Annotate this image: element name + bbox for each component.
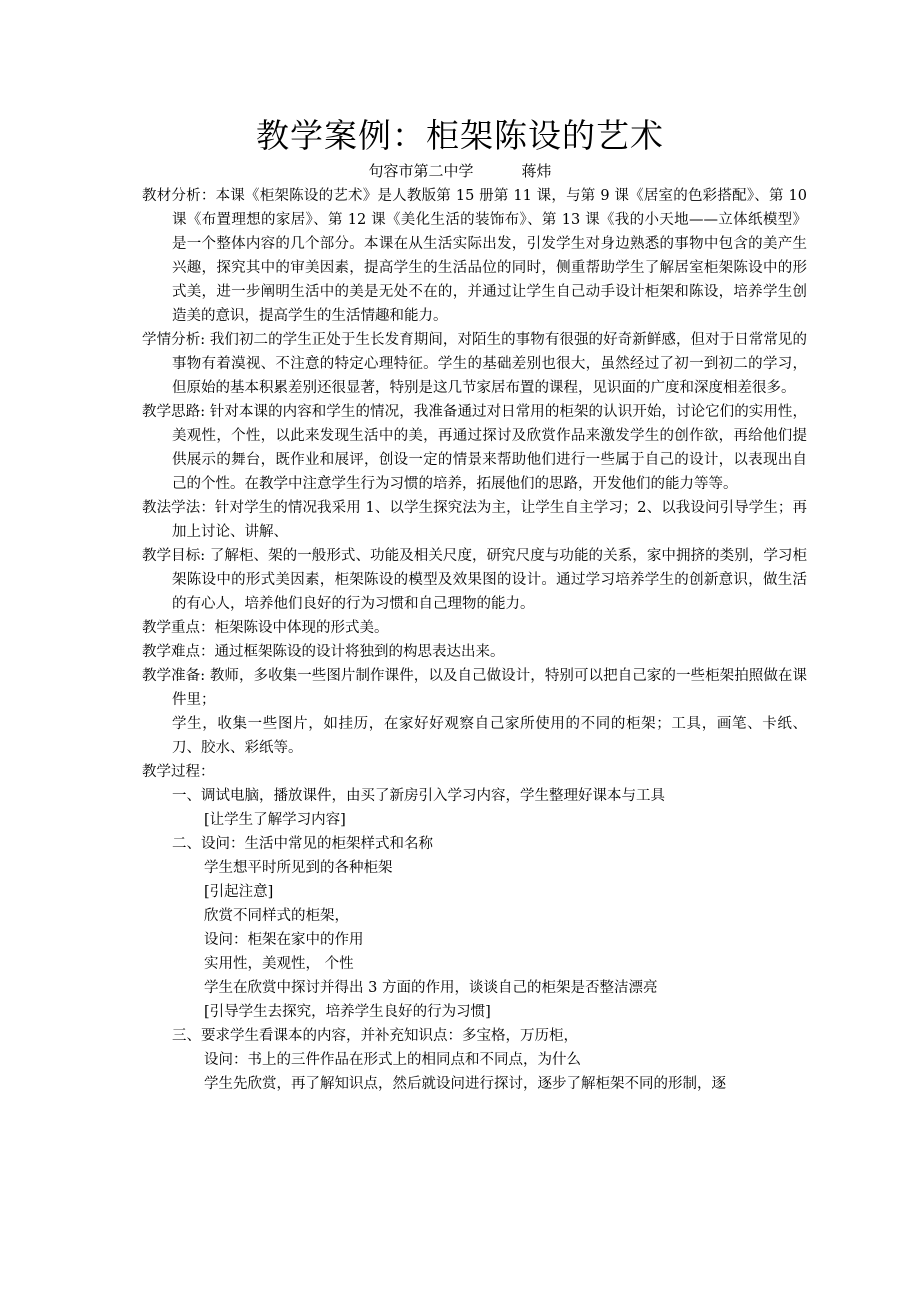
process-step-2: 二、设问：生活中常见的柜架样式和名称: [172, 836, 433, 852]
school-name: 句容市第二中学: [368, 162, 474, 180]
document-title: 教学案例：柜架陈设的艺术: [256, 116, 664, 155]
process-step-3-line-b: 学生先欣赏，再了解知识点，然后就设问进行探讨，逐步了解柜架不同的形制，逐: [204, 1076, 726, 1092]
process-step-2-line-b: [引起注意]: [204, 884, 274, 900]
section-teaching-approach: 教学思路: 针对本课的内容和学生的情况，我准备通过对日常用的柜架的认识开始，讨论它们的实用性，美观性，个性，以此来发现生活中的美，再通过探讨及欣赏作品来激发学生的创作欲，再给他们提供展示的舞台，既作业和展评，创设一定的情景来帮助他们进行一些属于自己的设计，以表现出自己的个性。在教学中注意学生行为习惯的培养，拓展他们的思路，开发他们的能力等等。: [142, 404, 807, 492]
byline: [0, 160, 920, 182]
section-student-analysis: 学情分析: 我们初二的学生正处于生长发育期间，对陌生的事物有很强的好奇新鲜感，但对于日常常见的事物有着漠视、不注意的特定心理特征。学生的基础差别也很大，虽然经过了初一到初二的学习，但原始的基本积累差别还很显著，特别是这几节家居布置的课程，见识面的广度和深度相差很多。: [142, 332, 807, 396]
section-prep-teacher: 教学准备: 教师，多收集一些图片制作课件，以及自己做设计，特别可以把自己家的一些柜架拍照做在课件里；: [142, 668, 807, 708]
process-step-2-line-d: 设问：柜架在家中的作用: [204, 932, 364, 948]
process-step-1: 一、调试电脑，播放课件，由买了新房引入学习内容，学生整理好课本与工具: [172, 788, 665, 804]
author-name: 蒋炜: [521, 162, 552, 180]
process-step-2-line-g: [引导学生去探究，培养学生良好的行为习惯]: [204, 1004, 491, 1020]
section-teaching-methods: 教法学法：针对学生的情况我采用 1、以学生探究法为主，让学生自主学习；2、以我设问引导学生；再加上讨论、讲解、: [142, 500, 807, 540]
section-prep-student: 学生，收集一些图片，如挂历，在家好好观察自己家所使用的不同的柜架；工具，画笔、卡纸、刀、胶水、彩纸等。: [172, 716, 807, 756]
document-body: [142, 184, 807, 1096]
process-step-2-line-a: 学生想平时所见到的各种柜架: [204, 860, 393, 876]
section-teaching-difficulty: 教学难点：通过框架陈设的设计将独到的构思表达出来。: [142, 644, 505, 660]
section-teaching-goals: 教学目标: 了解柜、架的一般形式、功能及相关尺度，研究尺度与功能的关系，家中拥挤的类别，学习柜架陈设中的形式美因素，柜架陈设的模型及效果图的设计。通过学习培养学生的创新意识，做生活的有心人，培养他们良好的行为习惯和自己理物的能力。: [142, 548, 807, 612]
section-material-analysis: 教材分析：本课《柜架陈设的艺术》是人教版第 15 册第 11 课，与第 9 课《居室的色彩搭配》、第 10 课《布置理想的家居》、第 12 课《美化生活的装饰布》、第 13 课《我的小天地——立体纸模型》是一个整体内容的几个部分。本课在从生活实际出发，引发学生对身边熟悉的事物中包含的美产生兴趣，探究其中的审美因素，提高学生的生活品位的同时，侧重帮助学生了解居室柜架陈设中的形式美，进一步阐明生活中的美是无处不在的，并通过让学生自己动手设计柜架和陈设，培养学生创造美的意识，提高学生的生活情趣和能力。: [142, 188, 807, 324]
process-step-1-note: [让学生了解学习内容]: [204, 812, 346, 828]
process-step-2-line-c: 欣赏不同样式的柜架，: [204, 908, 349, 924]
process-heading: 教学过程：: [142, 764, 215, 780]
process-step-2-line-f: 学生在欣赏中探讨并得出 3 方面的作用，谈谈自己的柜架是否整洁漂亮: [204, 980, 658, 996]
process-step-2-line-e: 实用性，美观性， 个性: [204, 956, 354, 972]
section-teaching-focus: 教学重点：柜架陈设中体现的形式美。: [142, 620, 389, 636]
process-step-3: 三、要求学生看课本的内容，并补充知识点：多宝格，万历柜，: [172, 1028, 578, 1044]
process-step-3-line-a: 设问：书上的三件作品在形式上的相同点和不同点，为什么: [204, 1052, 581, 1068]
